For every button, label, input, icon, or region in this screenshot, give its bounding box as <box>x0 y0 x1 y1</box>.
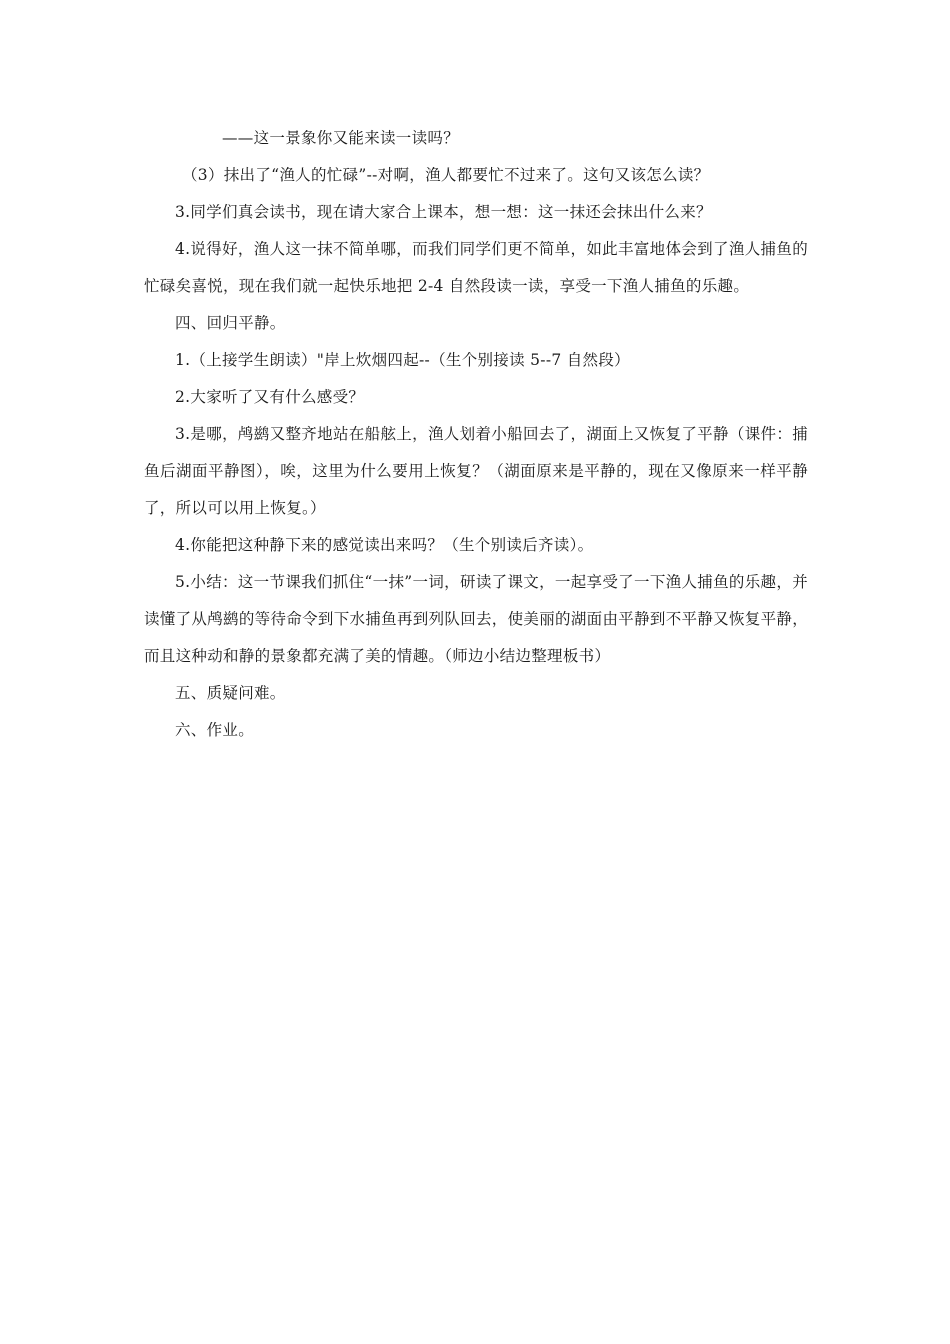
paragraph-item-3-close-book: 3.同学们真会读书，现在请大家合上课本，想一想：这一抹还会抹出什么来？ <box>175 203 712 221</box>
paragraph-step-3: 3.是哪，鸬鹚又整齐地站在船舷上，渔人划着小船回去了，湖面上又恢复了平静（课件：捕鱼后湖面平静图），唉，这里为什么要用上恢复？（湖面原来是平静的，现在又像原来一样平静了，所以可以用上恢复。） <box>144 425 808 517</box>
section-heading-return-calm: 四、回归平静。 <box>175 314 286 332</box>
paragraph-item-4-read-together: 4.说得好，渔人这一抹不简单哪，而我们同学们更不简单，如此丰富地体会到了渔人捕鱼的忙碌矣喜悦，现在我们就一起快乐地把 2-4 自然段读一读，享受一下渔人捕鱼的乐趣。 <box>144 240 808 295</box>
section-heading-questions: 五、质疑问难。 <box>175 684 286 702</box>
paragraph-step-4: 4.你能把这种静下来的感觉读出来吗？（生个别读后齐读）。 <box>175 536 594 554</box>
paragraph-step-5-summary: 5.小结：这一节课我们抓住“一抹”一词，研读了课文，一起享受了一下渔人捕鱼的乐趣，并读懂了从鸬鹚的等待命令到下水捕鱼再到列队回去，使美丽的湖面由平静到不平静又恢复平静，而且这种动和静的景象都充满了美的情趣。（师边小结边整理板书） <box>144 573 808 665</box>
section-heading-homework: 六、作业。 <box>175 721 255 739</box>
paragraph-item-3-busy: （3）抹出了“渔人的忙碌”--对啊，渔人都要忙不过来了。这句又该怎么读？ <box>182 166 710 184</box>
paragraph-step-2: 2.大家听了又有什么感受？ <box>175 388 365 406</box>
paragraph-step-1: 1.（上接学生朗读）"岸上炊烟四起--（生个别接读 5--7 自然段） <box>175 351 630 369</box>
document-body <box>144 120 808 749</box>
paragraph-intro-line: ——这一景象你又能来读一读吗？ <box>222 129 460 147</box>
